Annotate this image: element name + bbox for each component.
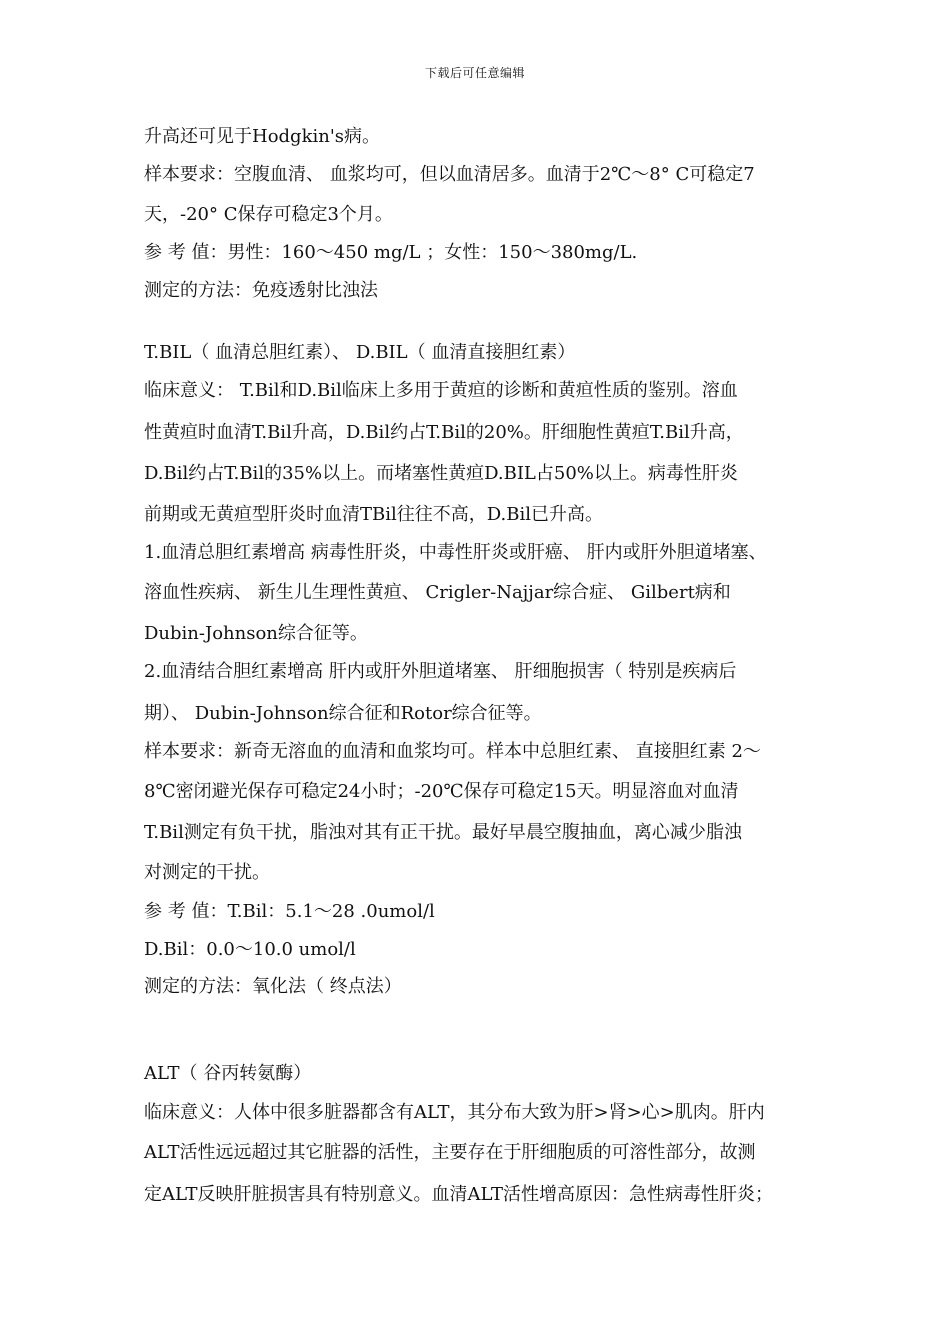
text-line: 定ALT反映肝脏损害具有特别意义。血清ALT活性增高原因：急性病毒性肝炎； <box>144 1184 773 1205</box>
text-line: 对测定的干扰。 <box>144 862 270 883</box>
text-line: 临床意义：人体中很多脏器都含有ALT，其分布大致为肝>肾>心>肌肉。肝内 <box>144 1102 765 1123</box>
text-line: ALT活性远远超过其它脏器的活性，主要存在于肝细胞质的可溶性部分，故测 <box>144 1142 756 1163</box>
text-line: 8℃密闭避光保存可稳定24小时；-20℃保存可稳定15天。明显溶血对血清 <box>144 781 739 802</box>
text-line: 前期或无黄疸型肝炎时血清TBil往往不高，D.Bil已升高。 <box>144 504 603 525</box>
text-line: 测定的方法：氧化法（ 终点法） <box>144 976 402 997</box>
text-line: 1.血清总胆红素增高 病毒性肝炎，中毒性肝炎或肝癌、 肝内或肝外胆道堵塞、 <box>144 542 767 563</box>
text-line: 样本要求：空腹血清、 血浆均可，但以血清居多。血清于2℃～8° C可稳定7 <box>144 164 755 185</box>
text-line: 天，-20° C保存可稳定3个月。 <box>144 204 393 225</box>
text-line: D.Bil约占T.Bil的35%以上。而堵塞性黄疸D.BIL占50%以上。病毒性肝炎 <box>144 463 738 484</box>
text-line: Dubin-Johnson综合征等。 <box>144 623 368 644</box>
text-line: 参 考 值：T.Bil：5.1～28 .0umol/l <box>144 901 435 922</box>
text-line: 溶血性疾病、 新生儿生理性黄疸、 Crigler-Najjar综合症、 Gilbert病和 <box>144 582 731 603</box>
text-line: 样本要求：新奇无溶血的血清和血浆均可。样本中总胆红素、 直接胆红素 2～ <box>144 741 761 762</box>
page-header: 下载后可任意编辑 <box>424 66 525 80</box>
text-line: D.Bil：0.0～10.0 umol/l <box>144 939 356 960</box>
text-line: 期）、 Dubin-Johnson综合征和Rotor综合征等。 <box>144 703 542 724</box>
text-line: 参 考 值：男性：160～450 mg/L ；女性：150～380mg/L. <box>144 242 638 263</box>
text-line: 性黄疸时血清T.Bil升高，D.Bil约占T.Bil的20%。肝细胞性黄疸T.Bil升高， <box>144 422 744 443</box>
text-line: 测定的方法：免疫透射比浊法 <box>144 280 378 301</box>
section-title: T.BIL（ 血清总胆红素）、 D.BIL（ 血清直接胆红素） <box>144 342 576 363</box>
text-line: 临床意义： T.Bil和D.Bil临床上多用于黄疸的诊断和黄疸性质的鉴别。溶血 <box>144 380 738 401</box>
text-line: 升高还可见于Hodgkin's病。 <box>144 126 381 147</box>
section-title: ALT（ 谷丙转氨酶） <box>144 1063 312 1084</box>
text-line: 2.血清结合胆红素增高 肝内或肝外胆道堵塞、 肝细胞损害（ 特别是疾病后 <box>144 661 737 682</box>
text-line: T.Bil测定有负干扰，脂浊对其有正干扰。最好早晨空腹抽血，离心减少脂浊 <box>144 822 742 843</box>
